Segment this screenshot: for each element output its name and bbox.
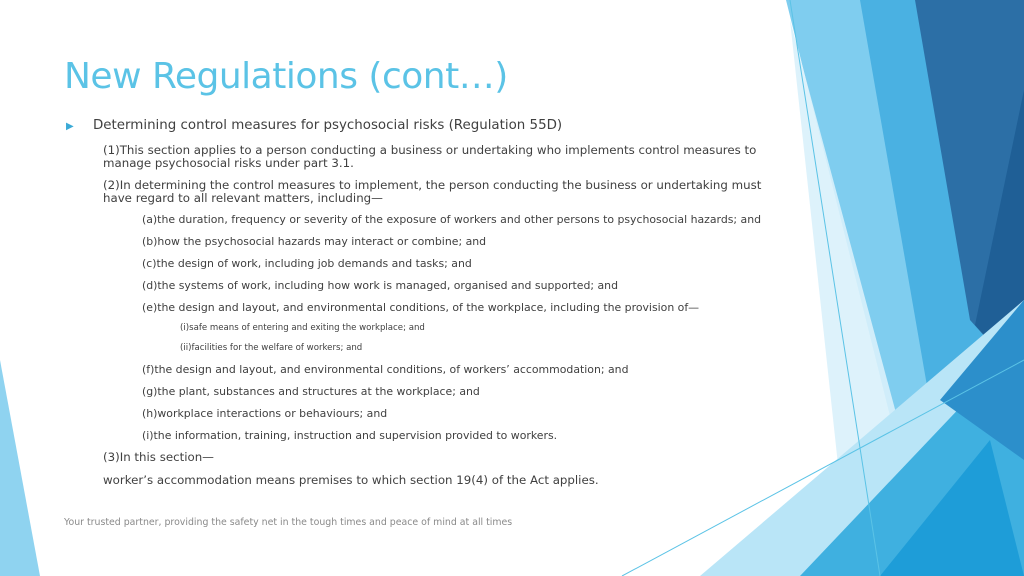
list-item-g: (g)the plant, substances and structures at the workplace; and [142,385,480,398]
slide-title: New Regulations (cont…) [64,56,508,97]
sub-item-ii: (ii)facilities for the welfare of workers; and [180,343,363,353]
paragraph-3: (3)In this section— [103,450,214,464]
paragraph-1: (1)This section applies to a person conducting a business or undertaking who implements control measures to manage psychosocial risks under part 3.1. [103,143,757,170]
list-item-c: (c)the design of work, including job demands and tasks; and [142,257,472,270]
bullet-arrow-icon: ▶ [66,121,74,132]
left-edge-shape [0,360,40,576]
section-heading: Determining control measures for psychosocial risks (Regulation 55D) [93,118,563,133]
list-item-e: (e)the design and layout, and environmental conditions, of the workplace, including the provision of— [142,301,700,314]
sub-item-i: (i)safe means of entering and exiting the workplace; and [180,323,425,333]
list-item-i: (i)the information, training, instruction and supervision provided to workers. [142,429,558,442]
list-item-b: (b)how the psychosocial hazards may interact or combine; and [142,235,487,248]
list-item-h: (h)workplace interactions or behaviours; and [142,407,388,420]
footer-tagline: Your trusted partner, providing the safety net in the tough times and peace of mind at all times [64,517,513,528]
list-item-a: (a)the duration, frequency or severity of the exposure of workers and other persons to psychosocial hazards; and [142,213,762,226]
paragraph-2: (2)In determining the control measures to implement, the person conducting the business or undertaking must have regard to all relevant matters, including— [103,178,762,205]
list-item-d: (d)the systems of work, including how work is managed, organised and supported; and [142,279,618,292]
list-item-f: (f)the design and layout, and environmental conditions, of workers’ accommodation; and [142,363,629,376]
definition-text: worker’s accommodation means premises to which section 19(4) of the Act applies. [103,473,599,487]
